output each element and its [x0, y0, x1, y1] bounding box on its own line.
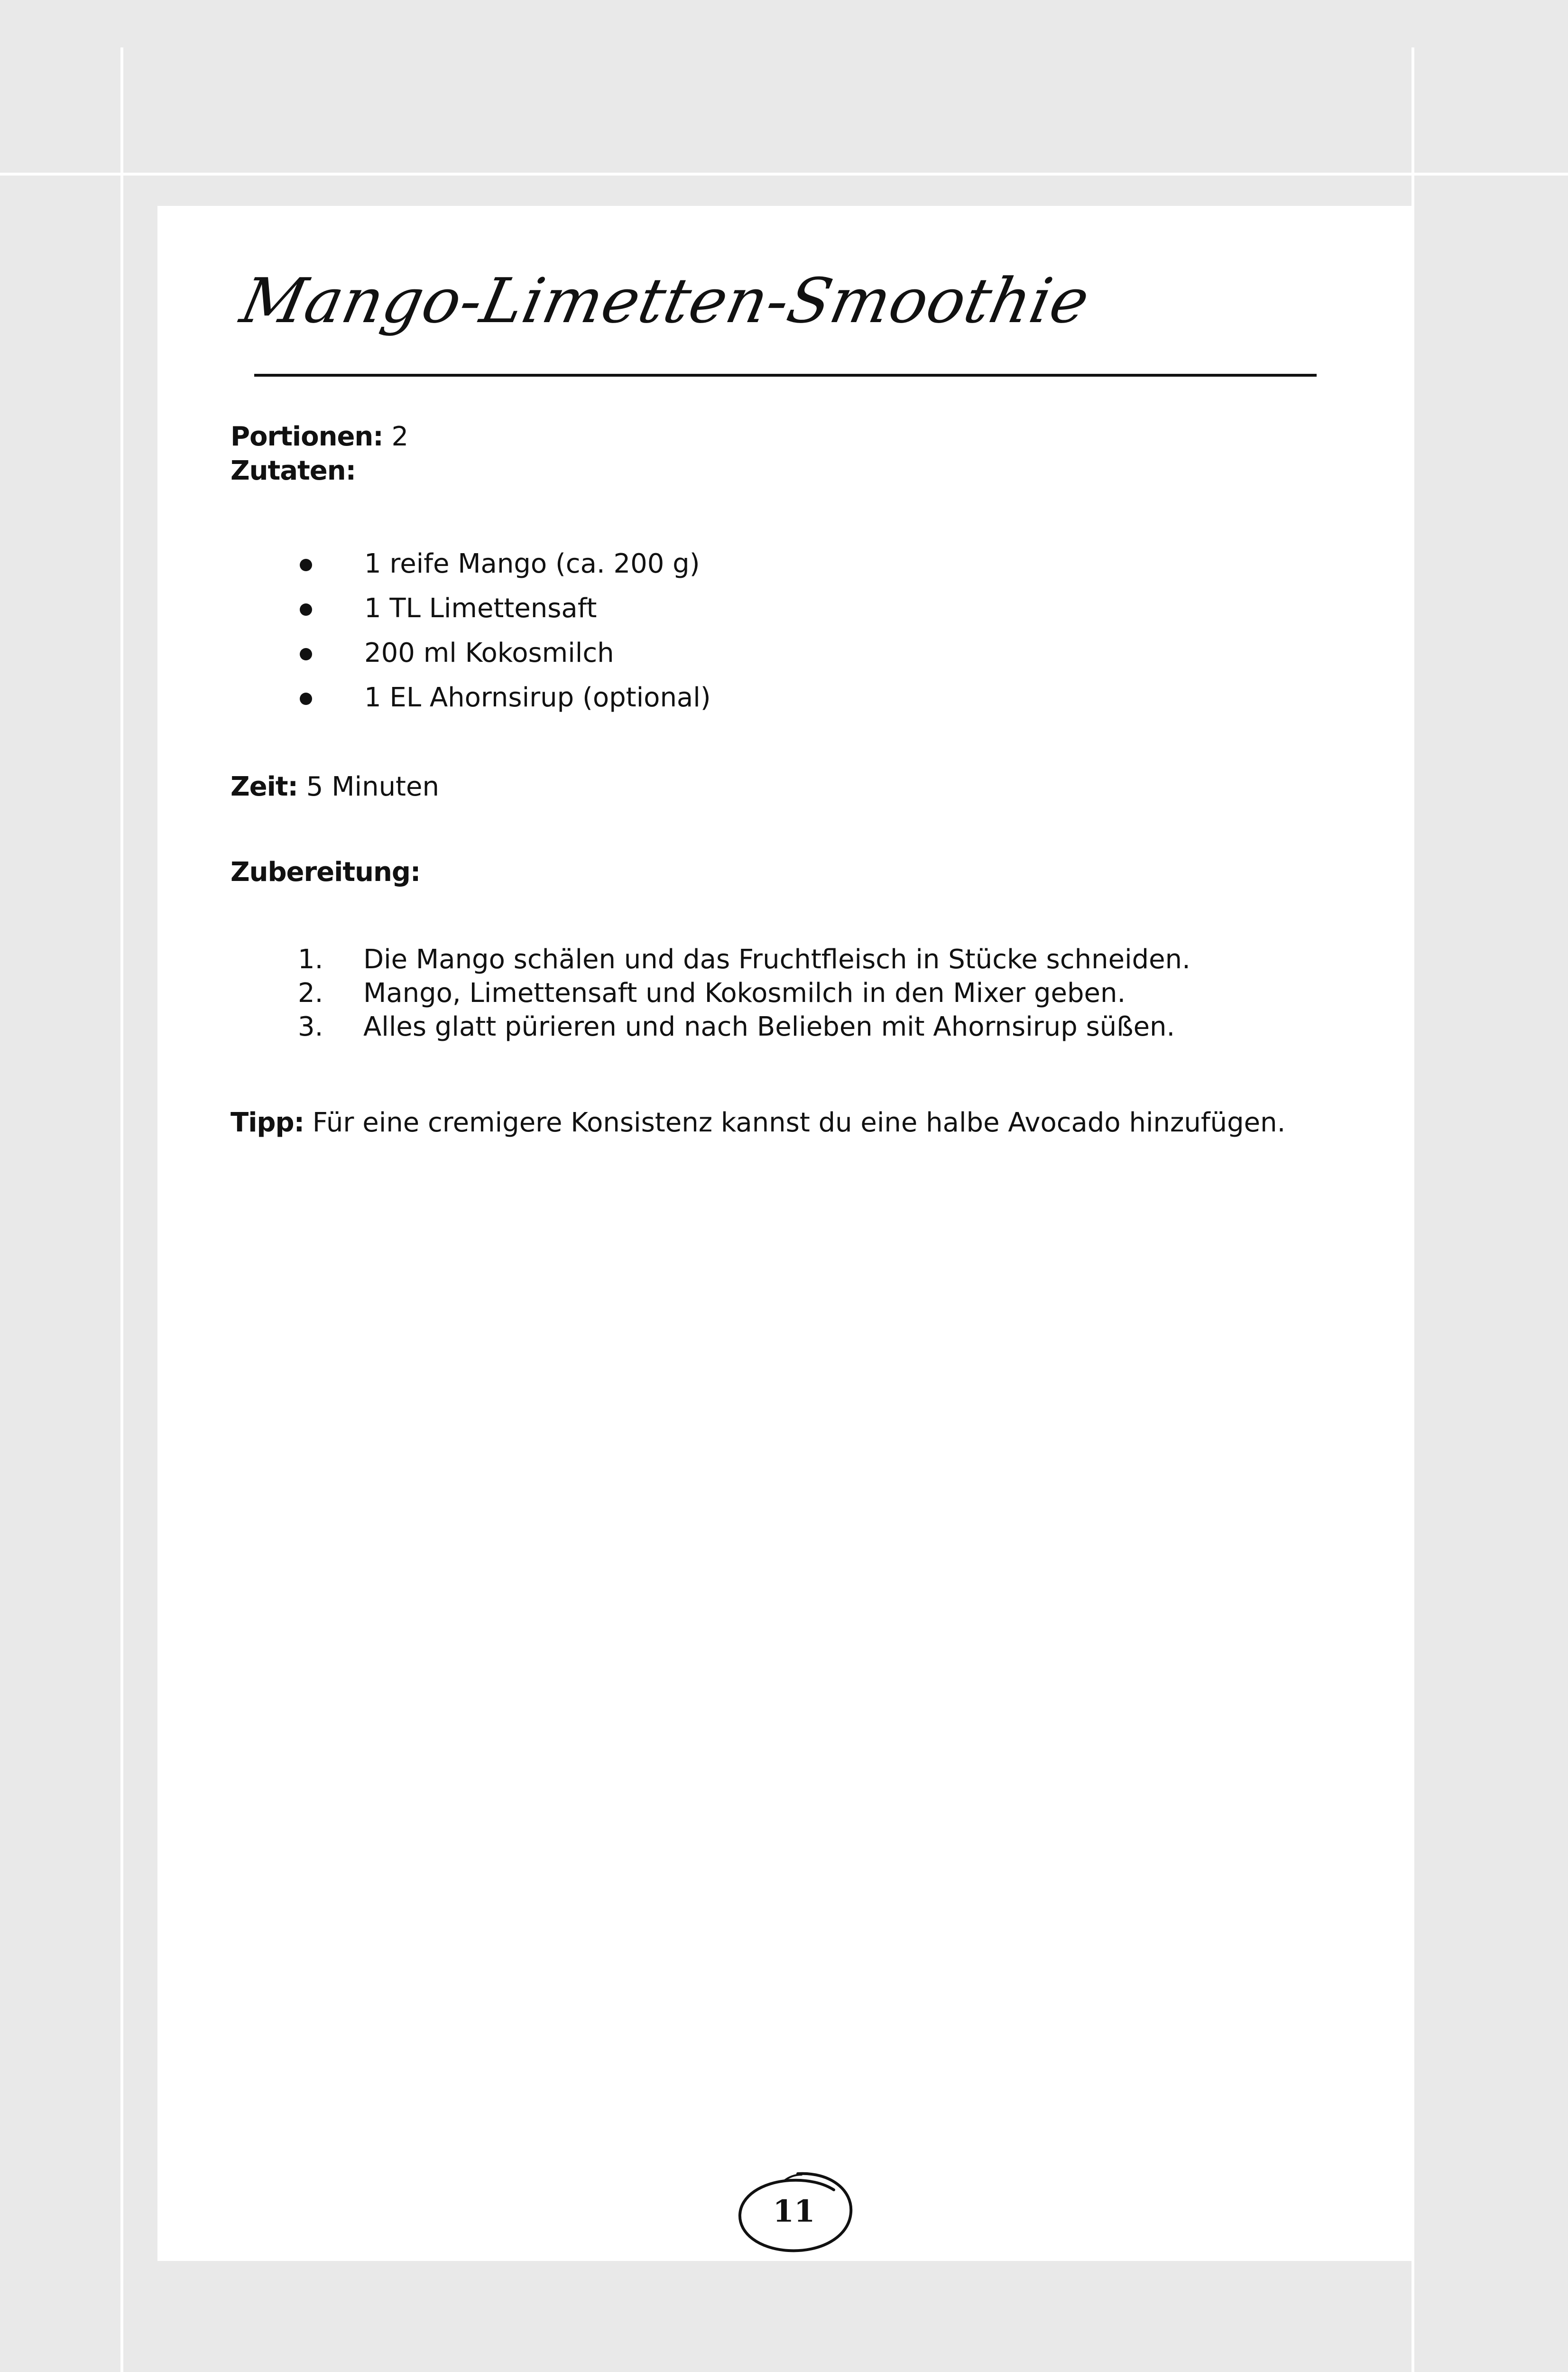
tip-label: Tipp:	[231, 1107, 304, 1138]
ingredients-heading	[231, 454, 356, 488]
recipe-page	[157, 206, 1412, 2261]
page-number-badge	[737, 2171, 854, 2256]
ingredient-text: 1 EL Ahornsirup (optional)	[364, 682, 711, 713]
portions-value: 2	[391, 421, 409, 452]
step-number: 1.	[298, 944, 323, 975]
step-number: 2.	[298, 978, 323, 1009]
ingredients-label: Zutaten:	[231, 455, 356, 486]
page-number: 11	[773, 2194, 815, 2229]
step-text: Mango, Limettensaft und Kokosmilch in den Mixer geben.	[363, 978, 1126, 1009]
bullet-icon	[300, 603, 312, 616]
portions-label: Portionen:	[231, 421, 383, 452]
trim-guide-top	[0, 173, 1568, 176]
bullet-icon	[300, 559, 312, 571]
bullet-icon	[300, 648, 312, 660]
time-line	[231, 770, 439, 804]
preparation-heading	[231, 856, 420, 889]
trim-guide-left	[120, 47, 123, 2372]
tip-line	[231, 1106, 1285, 1140]
portions-line	[231, 420, 408, 454]
time-label: Zeit:	[231, 771, 298, 802]
step-number: 3.	[298, 1011, 323, 1042]
recipe-title: Mango-Limetten-Smoothie	[234, 265, 1096, 337]
tip-text: Für eine cremigere Konsistenz kannst du eine halbe Avocado hinzufügen.	[312, 1107, 1286, 1138]
step-text: Alles glatt pürieren und nach Belieben mit Ahornsirup süßen.	[363, 1011, 1175, 1042]
bullet-icon	[300, 693, 312, 705]
ingredient-text: 1 TL Limettensaft	[364, 593, 597, 624]
time-value: 5 Minuten	[306, 771, 439, 802]
ingredient-text: 1 reife Mango (ca. 200 g)	[364, 548, 700, 579]
preparation-label: Zubereitung:	[231, 857, 421, 888]
title-underline	[254, 374, 1317, 377]
step-text: Die Mango schälen und das Fruchtfleisch in Stücke schneiden.	[363, 944, 1190, 975]
ingredient-text: 200 ml Kokosmilch	[364, 638, 614, 668]
